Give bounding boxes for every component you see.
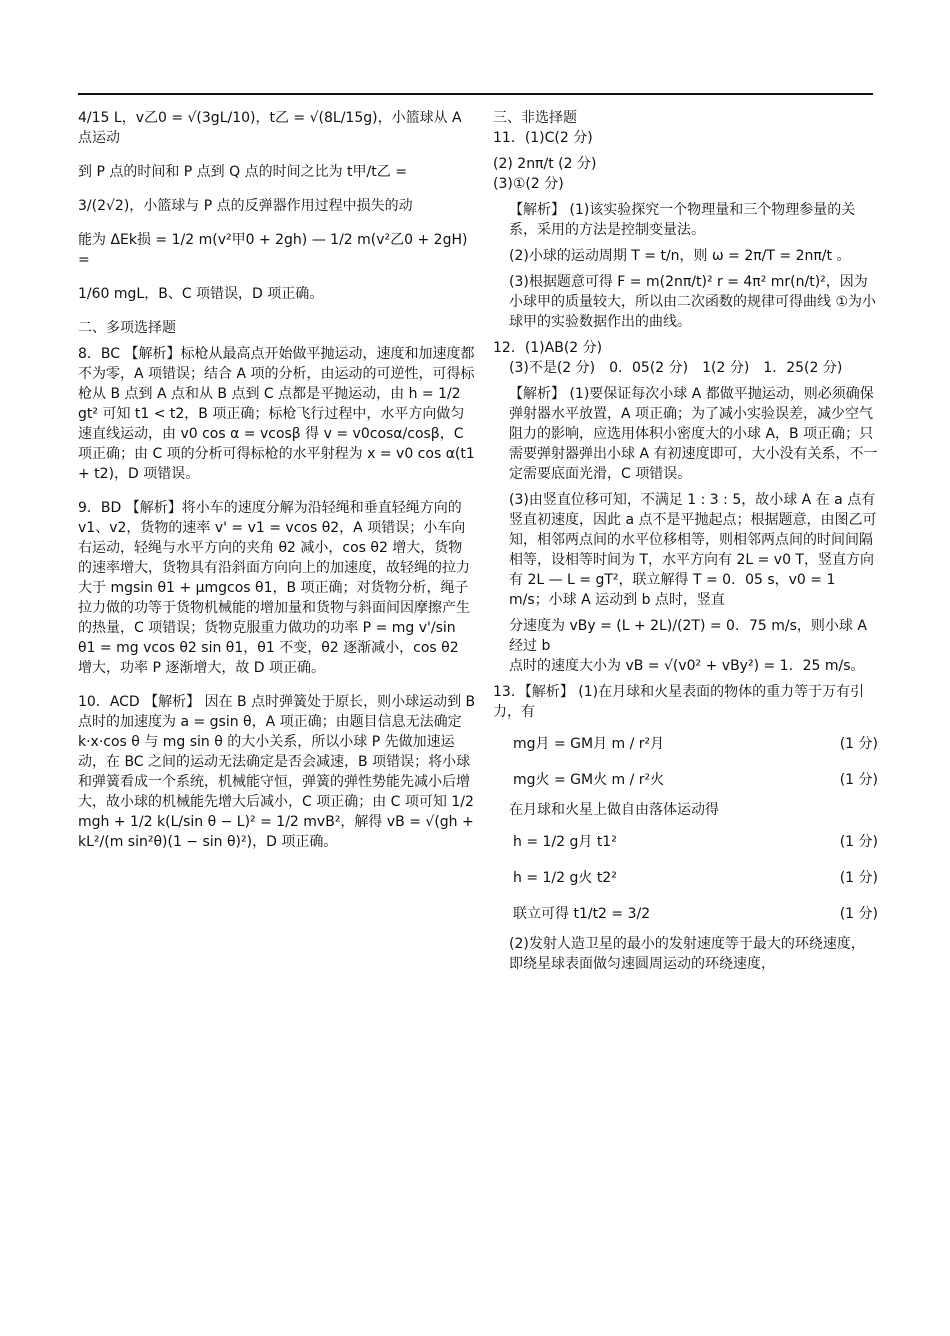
left-p1: 4/15 L，v乙0 = √(3gL/10)，t乙 = √(8L/15g)，小篮球从 A 点运动	[78, 110, 462, 146]
answer-q8: 8．BC 【解析】标枪从最高点开始做平抛运动，速度和加速度都不为零，A 项错误；结合 A 项的分析，由运动的可逆性，可得标枪从 B 点到 A 点和从 B 点到 C 点都是平抛运动，由 h = 1/2 gt² 可知 t1 < t2，B 项正确；标枪飞行过程中，水平方向做匀速直线运动，由 v0 cos α = vcosβ 得 v = v0cosα/cosβ，C 项正确；由 C 项的分析可得标枪的水平射程为 x = v0 cos α(t1 + t2)，D 项错误。	[78, 346, 475, 482]
q13-heading: 13．【解析】 (1)在月球和火星表面的物体的重力等于万有引力，有	[493, 684, 865, 720]
q12-part3: (3)不是(2 分) 0．05(2 分) 1(2 分) 1．25(2 分)	[509, 360, 843, 376]
q13-eq2-row	[493, 764, 878, 794]
q13-eq5-row	[493, 898, 878, 928]
q11-part2: (2) 2nπ/t (2 分)	[493, 156, 597, 172]
q13-eq2-score: (1 分)	[839, 772, 878, 788]
left-p2: 到 P 点的时间和 P 点到 Q 点的时间之比为 t甲/t乙 =	[78, 164, 407, 180]
q13-eq4-score: (1 分)	[839, 870, 878, 886]
q13-eq5: 联立可得 t1/t2 = 3/2	[513, 906, 651, 922]
q13-eq4-row	[493, 862, 878, 892]
q11-part3: (3)①(2 分)	[493, 176, 564, 192]
q13-eq1-score: (1 分)	[839, 736, 878, 752]
q13-eq3-row	[493, 826, 878, 856]
q13-eq5-score: (1 分)	[839, 906, 878, 922]
q13-part2: (2)发射人造卫星的最小的发射速度等于最大的环绕速度，即绕星球表面做匀速圆周运动的环绕速度，	[509, 936, 865, 972]
q13-eq2: mg火 = GM火 m / r²火	[513, 772, 665, 788]
q12-analysis-2: (3)由竖直位移可知，不满足 1 : 3 : 5，故小球 A 在 a 点有竖直初速度，因此 a 点不是平抛起点；根据题意，由图乙可知，相邻两点间的水平位移相等，则相邻两点间的时间间隔相等，设相等时间为 T，水平方向有 2L = v0 T，竖直方向有 2L — L = gT²，联立解得 T = 0．05 s，v0 = 1 m/s；小球 A 运动到 b 点时，竖直	[509, 492, 877, 608]
q13-eq4: h = 1/2 g火 t2²	[513, 870, 617, 886]
q12-analysis-3: 分速度为 vBy = (L + 2L)/(2T) = 0．75 m/s，则小球 A 经过 b	[509, 618, 867, 654]
right-column	[493, 108, 878, 980]
section-non-choice: 三、非选择题	[493, 110, 577, 126]
q12-analysis-1: 【解析】 (1)要保证每次小球 A 都做平抛运动，则必须确保弹射器水平放置，A 项正确；为了减小实验误差，减少空气阻力的影响，应选用体积小密度大的小球 A，B 项正确；只需要弹射器弹出小球 A 有初速度即可，大小没有关系，不一定需要底面光滑，C 项错误。	[509, 386, 878, 482]
q12-analysis-4: 点时的速度大小为 vB = √(v0² + vBy²) = 1．25 m/s。	[509, 658, 865, 674]
q11-analysis-3: (3)根据题意可得 F = m(2nπ/t)² r = 4π² mr(n/t)²，因为小球甲的质量较大，所以由二次函数的规律可得曲线 ①为小球甲的实验数据作出的曲线。	[509, 274, 876, 330]
left-p4: 能为 ΔEk损 = 1/2 m(v²甲0 + 2gh) — 1/2 m(v²乙0 + 2gH) =	[78, 232, 468, 268]
answer-q9: 9．BD 【解析】将小车的速度分解为沿轻绳和垂直轻绳方向的 v1、v2，货物的速率 v' = v1 = vcos θ2，A 项错误；小车向右运动，轻绳与水平方向的夹角 θ2 减小，cos θ2 增大，货物的速率增大，货物具有沿斜面方向向上的加速度，故轻绳的拉力大于 mgsin θ1 + μmgcos θ1，B 项正确；对货物分析，绳子拉力做的功等于货物机械能的增加量和货物与斜面间因摩擦产生的热量，C 项错误；货物克服重力做功的功率 P = mg v'/sin θ1 = mg vcos θ2 sin θ1，θ1 不变，θ2 逐渐减小，cos θ2 增大，功率 P 逐渐增大，故 D 项正确。	[78, 500, 470, 676]
q13-eq1: mg月 = GM月 m / r²月	[513, 736, 665, 752]
header-rule	[78, 93, 873, 95]
q11-analysis-2: (2)小球的运动周期 T = t/n，则 ω = 2π/T = 2nπ/t 。	[509, 248, 851, 264]
answer-q10: 10．ACD 【解析】 因在 B 点时弹簧处于原长，则小球运动到 B 点时的加速度为 a = gsin θ，A 项正确；由题目信息无法确定 k·x·cos θ 与 mg sin θ 的大小关系，所以小球 P 先做加速运动，在 BC 之间的运动无法确定是否会减速，B 项错误；将小球和弹簧看成一个系统，机械能守恒，弹簧的弹性势能先减小后增大，故小球的机械能先增大后减小，C 项正确；由 C 项可知 1/2 mgh + 1/2 k(L/sin θ − L)² = 1/2 mvB²，解得 vB = √(gh + kL²/(m sin²θ)(1 − sin θ)²)，D 项正确。	[78, 694, 476, 850]
left-p3: 3/(2√2)，小篮球与 P 点的反弹器作用过程中损失的动	[78, 198, 413, 214]
section-multiple-choice: 二、多项选择题	[78, 320, 176, 336]
q11-analysis-1: 【解析】 (1)该实验探究一个物理量和三个物理参量的关系，采用的方法是控制变量法。	[509, 202, 856, 238]
q13-eq3-score: (1 分)	[839, 834, 878, 850]
q13-eq1-row	[493, 728, 878, 758]
q13-mid: 在月球和火星上做自由落体运动得	[509, 802, 719, 818]
q13-eq3: h = 1/2 g月 t1²	[513, 834, 617, 850]
left-column	[78, 108, 476, 858]
q12-part1: 12．(1)AB(2 分)	[493, 340, 603, 356]
q11-part1: 11．(1)C(2 分)	[493, 130, 593, 146]
left-p5: 1/60 mgL，B、C 项错误，D 项正确。	[78, 286, 324, 302]
